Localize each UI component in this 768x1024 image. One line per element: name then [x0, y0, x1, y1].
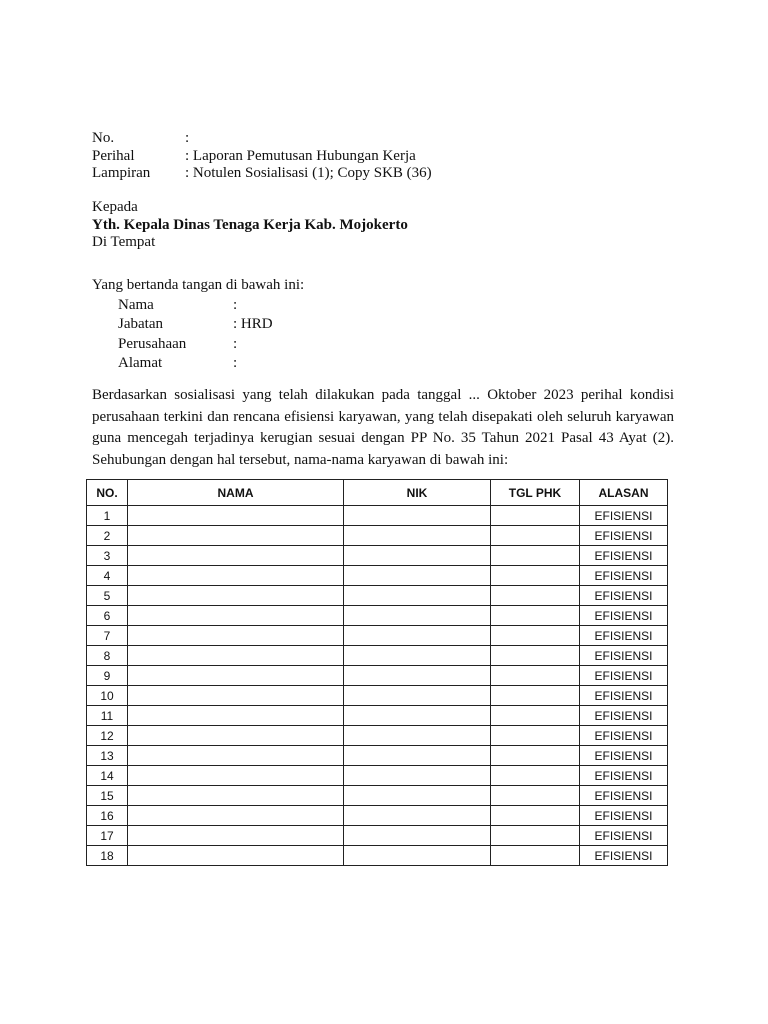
- header-alasan: ALASAN: [580, 480, 668, 506]
- cell-alasan: EFISIENSI: [580, 606, 668, 626]
- cell-tgl-phk: [491, 746, 580, 766]
- cell-nik: [344, 626, 491, 646]
- cell-no: 9: [87, 666, 128, 686]
- cell-nik: [344, 606, 491, 626]
- cell-tgl-phk: [491, 666, 580, 686]
- meta-row-attachment: [92, 165, 432, 183]
- cell-nik: [344, 666, 491, 686]
- meta-row-subject: [92, 148, 432, 166]
- header-tgl-phk: TGL PHK: [491, 480, 580, 506]
- cell-nik: [344, 586, 491, 606]
- cell-no: 12: [87, 726, 128, 746]
- table-row: [87, 566, 668, 586]
- table-row: [87, 786, 668, 806]
- cell-alasan: EFISIENSI: [580, 626, 668, 646]
- cell-nik: [344, 846, 491, 866]
- cell-no: 5: [87, 586, 128, 606]
- signer-value-name: :: [233, 296, 238, 313]
- meta-label-number: No.: [92, 130, 115, 146]
- meta-label-attachment: Lampiran: [92, 165, 151, 181]
- signer-intro: Yang bertanda tangan di bawah ini:: [92, 277, 305, 293]
- cell-alasan: EFISIENSI: [580, 746, 668, 766]
- table-row: [87, 586, 668, 606]
- cell-tgl-phk: [491, 726, 580, 746]
- meta-label-subject: Perihal: [92, 147, 135, 164]
- header-no: NO.: [87, 480, 128, 506]
- signer-block: [92, 276, 304, 374]
- cell-nik: [344, 646, 491, 666]
- cell-nama: [128, 526, 344, 546]
- signer-row-company: [92, 335, 304, 355]
- signer-value-address: :: [233, 355, 238, 371]
- cell-no: 17: [87, 826, 128, 846]
- cell-alasan: EFISIENSI: [580, 506, 668, 526]
- recipient-greeting: Kepada: [92, 199, 138, 215]
- meta-value-attachment: : Notulen Sosialisasi (1); Copy SKB (36): [185, 165, 432, 181]
- cell-alasan: EFISIENSI: [580, 666, 668, 686]
- header-nik: NIK: [344, 480, 491, 506]
- signer-label-name: Nama: [118, 296, 154, 313]
- meta-row-number: [92, 130, 432, 148]
- table-row: [87, 546, 668, 566]
- table-row: [87, 666, 668, 686]
- table-row: [87, 826, 668, 846]
- cell-no: 14: [87, 766, 128, 786]
- meta-value-number: :: [185, 130, 190, 146]
- cell-nik: [344, 826, 491, 846]
- cell-nama: [128, 606, 344, 626]
- cell-nik: [344, 546, 491, 566]
- cell-tgl-phk: [491, 586, 580, 606]
- cell-tgl-phk: [491, 786, 580, 806]
- cell-tgl-phk: [491, 846, 580, 866]
- cell-alasan: EFISIENSI: [580, 706, 668, 726]
- cell-nama: [128, 706, 344, 726]
- cell-alasan: EFISIENSI: [580, 546, 668, 566]
- cell-no: 13: [87, 746, 128, 766]
- cell-alasan: EFISIENSI: [580, 566, 668, 586]
- signer-value-position: : HRD: [233, 316, 273, 332]
- cell-nama: [128, 566, 344, 586]
- cell-nik: [344, 566, 491, 586]
- cell-no: 18: [87, 846, 128, 866]
- cell-alasan: EFISIENSI: [580, 686, 668, 706]
- cell-nik: [344, 786, 491, 806]
- cell-tgl-phk: [491, 646, 580, 666]
- cell-no: 11: [87, 706, 128, 726]
- cell-no: 15: [87, 786, 128, 806]
- cell-nama: [128, 586, 344, 606]
- cell-nama: [128, 666, 344, 686]
- cell-nama: [128, 766, 344, 786]
- cell-nama: [128, 726, 344, 746]
- cell-nik: [344, 686, 491, 706]
- cell-tgl-phk: [491, 806, 580, 826]
- table-row: [87, 506, 668, 526]
- cell-alasan: EFISIENSI: [580, 586, 668, 606]
- signer-label-position: Jabatan: [118, 316, 163, 332]
- letter-meta: [92, 130, 432, 183]
- table-row: [87, 526, 668, 546]
- cell-no: 8: [87, 646, 128, 666]
- recipient-place: Di Tempat: [92, 234, 156, 250]
- cell-tgl-phk: [491, 566, 580, 586]
- cell-tgl-phk: [491, 686, 580, 706]
- cell-nik: [344, 706, 491, 726]
- cell-alasan: EFISIENSI: [580, 646, 668, 666]
- cell-alasan: EFISIENSI: [580, 846, 668, 866]
- table-row: [87, 646, 668, 666]
- cell-no: 10: [87, 686, 128, 706]
- employee-table: [86, 479, 668, 866]
- cell-nik: [344, 726, 491, 746]
- cell-nik: [344, 526, 491, 546]
- table-row: [87, 606, 668, 626]
- cell-nama: [128, 746, 344, 766]
- cell-no: 2: [87, 526, 128, 546]
- cell-tgl-phk: [491, 706, 580, 726]
- recipient-addressee: Yth. Kepala Dinas Tenaga Kerja Kab. Mojokerto: [92, 216, 408, 233]
- cell-nama: [128, 846, 344, 866]
- recipient-block: [92, 199, 408, 252]
- signer-label-company: Perusahaan: [118, 335, 187, 352]
- cell-nik: [344, 506, 491, 526]
- cell-tgl-phk: [491, 626, 580, 646]
- cell-tgl-phk: [491, 826, 580, 846]
- table-row: [87, 706, 668, 726]
- cell-no: 7: [87, 626, 128, 646]
- cell-no: 4: [87, 566, 128, 586]
- cell-no: 6: [87, 606, 128, 626]
- cell-tgl-phk: [491, 526, 580, 546]
- signer-row-name: [92, 296, 304, 316]
- table-row: [87, 806, 668, 826]
- cell-no: 1: [87, 506, 128, 526]
- cell-nama: [128, 546, 344, 566]
- signer-row-address: [92, 354, 304, 374]
- table-row: [87, 626, 668, 646]
- header-nama: NAMA: [128, 480, 344, 506]
- table-row: [87, 846, 668, 866]
- cell-nama: [128, 646, 344, 666]
- cell-nik: [344, 806, 491, 826]
- table-row: [87, 766, 668, 786]
- signer-row-position: [92, 315, 304, 335]
- cell-no: 16: [87, 806, 128, 826]
- cell-alasan: EFISIENSI: [580, 726, 668, 746]
- cell-nama: [128, 686, 344, 706]
- cell-nik: [344, 746, 491, 766]
- cell-alasan: EFISIENSI: [580, 526, 668, 546]
- cell-tgl-phk: [491, 546, 580, 566]
- cell-nama: [128, 826, 344, 846]
- table-row: [87, 686, 668, 706]
- cell-alasan: EFISIENSI: [580, 766, 668, 786]
- employee-table-body: [87, 506, 668, 866]
- body-paragraph: Berdasarkan sosialisasi yang telah dilakukan pada tanggal ... Oktober 2023 perihal kondisi perusahaan terkini dan rencana efisiensi karyawan, yang telah disepakati oleh seluruh karyawan guna mencegah terjadinya kerugian sesuai dengan PP No. 35 Tahun 2021 Pasal 43 Ayat (2). Sehubungan dengan hal tersebut, nama-nama karyawan di bawah ini:: [92, 387, 674, 468]
- cell-tgl-phk: [491, 606, 580, 626]
- signer-value-company: :: [233, 335, 238, 352]
- cell-nik: [344, 766, 491, 786]
- cell-alasan: EFISIENSI: [580, 786, 668, 806]
- cell-alasan: EFISIENSI: [580, 826, 668, 846]
- meta-value-subject: : Laporan Pemutusan Hubungan Kerja: [185, 147, 416, 164]
- signer-label-address: Alamat: [118, 355, 163, 371]
- cell-nama: [128, 506, 344, 526]
- cell-nama: [128, 806, 344, 826]
- cell-alasan: EFISIENSI: [580, 806, 668, 826]
- table-row: [87, 746, 668, 766]
- table-row: [87, 726, 668, 746]
- cell-tgl-phk: [491, 506, 580, 526]
- cell-nama: [128, 626, 344, 646]
- cell-nama: [128, 786, 344, 806]
- table-header-row: [87, 480, 668, 506]
- cell-tgl-phk: [491, 766, 580, 786]
- cell-no: 3: [87, 546, 128, 566]
